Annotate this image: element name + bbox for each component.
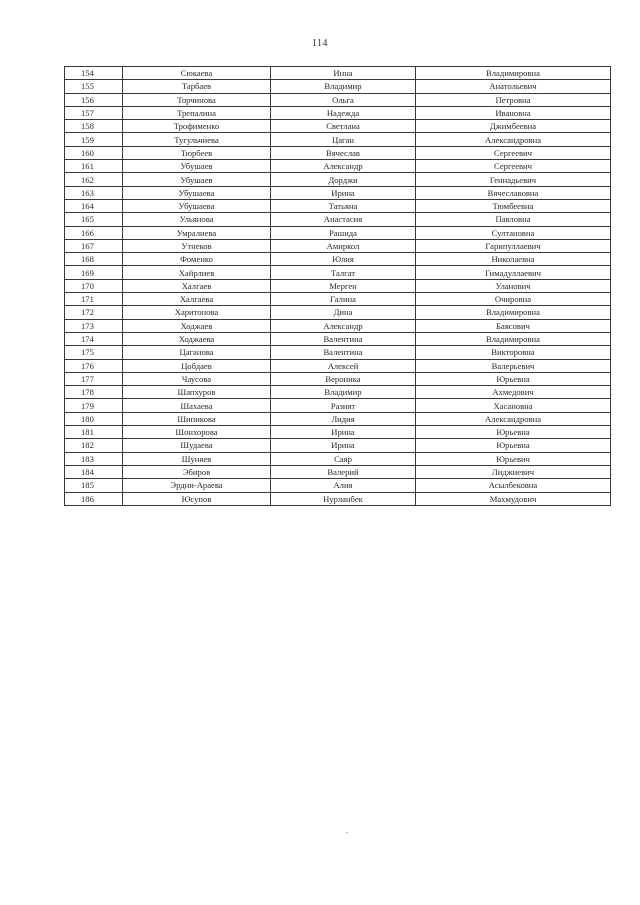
first-name-cell: Валерий bbox=[271, 465, 416, 478]
first-name-cell: Алия bbox=[271, 479, 416, 492]
surname-cell: Шуняев bbox=[123, 452, 271, 465]
row-number-cell: 155 bbox=[65, 80, 123, 93]
table-row bbox=[65, 293, 611, 306]
row-number-cell: 183 bbox=[65, 452, 123, 465]
table-row bbox=[65, 452, 611, 465]
patronymic-cell: Тюмбеевна bbox=[416, 199, 611, 212]
surname-cell: Халгаева bbox=[123, 293, 271, 306]
first-name-cell: Цаган bbox=[271, 133, 416, 146]
table-row bbox=[65, 146, 611, 159]
row-number-cell: 171 bbox=[65, 293, 123, 306]
first-name-cell: Валентина bbox=[271, 332, 416, 345]
surname-cell: Убушаев bbox=[123, 160, 271, 173]
first-name-cell: Юлия bbox=[271, 253, 416, 266]
patronymic-cell: Александровна bbox=[416, 133, 611, 146]
first-name-cell: Алексей bbox=[271, 359, 416, 372]
patronymic-cell: Баясович bbox=[416, 319, 611, 332]
table-row bbox=[65, 253, 611, 266]
table-row bbox=[65, 372, 611, 385]
table-row bbox=[65, 412, 611, 425]
first-name-cell: Мерген bbox=[271, 279, 416, 292]
first-name-cell: Нурланбек bbox=[271, 492, 416, 505]
row-number-cell: 167 bbox=[65, 239, 123, 252]
row-number-cell: 154 bbox=[65, 67, 123, 80]
row-number-cell: 172 bbox=[65, 306, 123, 319]
patronymic-cell: Владимировна bbox=[416, 332, 611, 345]
surname-cell: Убушаева bbox=[123, 186, 271, 199]
patronymic-cell: Хасановна bbox=[416, 399, 611, 412]
patronymic-cell: Викторовна bbox=[416, 346, 611, 359]
table-row bbox=[65, 426, 611, 439]
patronymic-cell: Владимировна bbox=[416, 306, 611, 319]
table-row bbox=[65, 239, 611, 252]
first-name-cell: Александр bbox=[271, 319, 416, 332]
first-name-cell: Татьяна bbox=[271, 199, 416, 212]
surname-cell: Хайрлиев bbox=[123, 266, 271, 279]
patronymic-cell: Анатольевич bbox=[416, 80, 611, 93]
table-row bbox=[65, 120, 611, 133]
table-row bbox=[65, 213, 611, 226]
table-row bbox=[65, 173, 611, 186]
first-name-cell: Галина bbox=[271, 293, 416, 306]
table-row bbox=[65, 479, 611, 492]
row-number-cell: 166 bbox=[65, 226, 123, 239]
row-number-cell: 168 bbox=[65, 253, 123, 266]
surname-cell: Умралиева bbox=[123, 226, 271, 239]
scan-speck bbox=[346, 832, 348, 833]
first-name-cell: Владимир bbox=[271, 80, 416, 93]
row-number-cell: 169 bbox=[65, 266, 123, 279]
row-number-cell: 157 bbox=[65, 106, 123, 119]
table-row bbox=[65, 279, 611, 292]
surname-cell: Ходжаева bbox=[123, 332, 271, 345]
row-number-cell: 159 bbox=[65, 133, 123, 146]
surname-cell: Шонхорова bbox=[123, 426, 271, 439]
surname-cell: Юсупов bbox=[123, 492, 271, 505]
table-row bbox=[65, 359, 611, 372]
first-name-cell: Ирина bbox=[271, 439, 416, 452]
surname-cell: Тюрбеев bbox=[123, 146, 271, 159]
surname-cell: Убушаев bbox=[123, 173, 271, 186]
page-number: 114 bbox=[311, 38, 329, 49]
row-number-cell: 184 bbox=[65, 465, 123, 478]
patronymic-cell: Павловна bbox=[416, 213, 611, 226]
surname-cell: Ходжаев bbox=[123, 319, 271, 332]
first-name-cell: Ольга bbox=[271, 93, 416, 106]
first-name-cell: Владимир bbox=[271, 386, 416, 399]
first-name-cell: Инна bbox=[271, 67, 416, 80]
surname-cell: Ульянова bbox=[123, 213, 271, 226]
roster-table-body bbox=[65, 67, 611, 506]
patronymic-cell: Сергеевич bbox=[416, 146, 611, 159]
row-number-cell: 186 bbox=[65, 492, 123, 505]
first-name-cell: Амиркол bbox=[271, 239, 416, 252]
surname-cell: Чаусова bbox=[123, 372, 271, 385]
patronymic-cell: Гимадуллаевич bbox=[416, 266, 611, 279]
table-row bbox=[65, 160, 611, 173]
row-number-cell: 170 bbox=[65, 279, 123, 292]
first-name-cell: Рашида bbox=[271, 226, 416, 239]
patronymic-cell: Юрьевна bbox=[416, 372, 611, 385]
surname-cell: Утнеков bbox=[123, 239, 271, 252]
surname-cell: Халгаев bbox=[123, 279, 271, 292]
patronymic-cell: Махмудович bbox=[416, 492, 611, 505]
row-number-cell: 163 bbox=[65, 186, 123, 199]
surname-cell: Трепалина bbox=[123, 106, 271, 119]
surname-cell: Шахаева bbox=[123, 399, 271, 412]
surname-cell: Харитонова bbox=[123, 306, 271, 319]
row-number-cell: 162 bbox=[65, 173, 123, 186]
row-number-cell: 156 bbox=[65, 93, 123, 106]
surname-cell: Фоменко bbox=[123, 253, 271, 266]
patronymic-cell: Юрьевич bbox=[416, 452, 611, 465]
patronymic-cell: Валерьевич bbox=[416, 359, 611, 372]
patronymic-cell: Юрьевна bbox=[416, 426, 611, 439]
first-name-cell: Александр bbox=[271, 160, 416, 173]
row-number-cell: 164 bbox=[65, 199, 123, 212]
first-name-cell: Вячеслав bbox=[271, 146, 416, 159]
patronymic-cell: Александровна bbox=[416, 412, 611, 425]
surname-cell: Эбиров bbox=[123, 465, 271, 478]
row-number-cell: 160 bbox=[65, 146, 123, 159]
first-name-cell: Дорджи bbox=[271, 173, 416, 186]
patronymic-cell: Лиджиевич bbox=[416, 465, 611, 478]
first-name-cell: Разият bbox=[271, 399, 416, 412]
table-row bbox=[65, 266, 611, 279]
table-row bbox=[65, 306, 611, 319]
table-row bbox=[65, 226, 611, 239]
surname-cell: Эрдни-Араева bbox=[123, 479, 271, 492]
table-row bbox=[65, 106, 611, 119]
table-row bbox=[65, 332, 611, 345]
patronymic-cell: Султановна bbox=[416, 226, 611, 239]
table-row bbox=[65, 492, 611, 505]
patronymic-cell: Очировна bbox=[416, 293, 611, 306]
table-row bbox=[65, 346, 611, 359]
patronymic-cell: Ивановна bbox=[416, 106, 611, 119]
table-row bbox=[65, 399, 611, 412]
surname-cell: Тарбаев bbox=[123, 80, 271, 93]
table-row bbox=[65, 186, 611, 199]
table-row bbox=[65, 439, 611, 452]
patronymic-cell: Уланович bbox=[416, 279, 611, 292]
table-row bbox=[65, 465, 611, 478]
surname-cell: Шипикова bbox=[123, 412, 271, 425]
row-number-cell: 174 bbox=[65, 332, 123, 345]
row-number-cell: 182 bbox=[65, 439, 123, 452]
first-name-cell: Саяр bbox=[271, 452, 416, 465]
patronymic-cell: Владимировна bbox=[416, 67, 611, 80]
patronymic-cell: Вячеславовна bbox=[416, 186, 611, 199]
roster-table bbox=[64, 66, 611, 506]
surname-cell: Цобдаев bbox=[123, 359, 271, 372]
first-name-cell: Талгат bbox=[271, 266, 416, 279]
row-number-cell: 179 bbox=[65, 399, 123, 412]
patronymic-cell: Петровна bbox=[416, 93, 611, 106]
patronymic-cell: Гарипуллаевич bbox=[416, 239, 611, 252]
patronymic-cell: Джимбеевна bbox=[416, 120, 611, 133]
patronymic-cell: Асылбековна bbox=[416, 479, 611, 492]
patronymic-cell: Юрьевна bbox=[416, 439, 611, 452]
patronymic-cell: Ахмедович bbox=[416, 386, 611, 399]
row-number-cell: 177 bbox=[65, 372, 123, 385]
row-number-cell: 181 bbox=[65, 426, 123, 439]
row-number-cell: 161 bbox=[65, 160, 123, 173]
table-row bbox=[65, 199, 611, 212]
surname-cell: Сюкаева bbox=[123, 67, 271, 80]
surname-cell: Цаганова bbox=[123, 346, 271, 359]
row-number-cell: 158 bbox=[65, 120, 123, 133]
surname-cell: Убушаева bbox=[123, 199, 271, 212]
first-name-cell: Надежда bbox=[271, 106, 416, 119]
patronymic-cell: Николаевна bbox=[416, 253, 611, 266]
first-name-cell: Вероника bbox=[271, 372, 416, 385]
surname-cell: Торчинова bbox=[123, 93, 271, 106]
table-row bbox=[65, 319, 611, 332]
roster-table-wrapper bbox=[64, 66, 610, 506]
surname-cell: Тугульчиева bbox=[123, 133, 271, 146]
patronymic-cell: Сергеевич bbox=[416, 160, 611, 173]
surname-cell: Шапхуров bbox=[123, 386, 271, 399]
table-row bbox=[65, 80, 611, 93]
row-number-cell: 173 bbox=[65, 319, 123, 332]
table-row bbox=[65, 386, 611, 399]
table-row bbox=[65, 133, 611, 146]
row-number-cell: 175 bbox=[65, 346, 123, 359]
row-number-cell: 185 bbox=[65, 479, 123, 492]
table-row bbox=[65, 67, 611, 80]
row-number-cell: 176 bbox=[65, 359, 123, 372]
first-name-cell: Анастасия bbox=[271, 213, 416, 226]
row-number-cell: 180 bbox=[65, 412, 123, 425]
first-name-cell: Дина bbox=[271, 306, 416, 319]
first-name-cell: Ирина bbox=[271, 426, 416, 439]
first-name-cell: Ирина bbox=[271, 186, 416, 199]
first-name-cell: Валентина bbox=[271, 346, 416, 359]
table-row bbox=[65, 93, 611, 106]
surname-cell: Шудаева bbox=[123, 439, 271, 452]
surname-cell: Трофименко bbox=[123, 120, 271, 133]
patronymic-cell: Геннадьевич bbox=[416, 173, 611, 186]
first-name-cell: Светлана bbox=[271, 120, 416, 133]
first-name-cell: Лидия bbox=[271, 412, 416, 425]
row-number-cell: 165 bbox=[65, 213, 123, 226]
row-number-cell: 178 bbox=[65, 386, 123, 399]
